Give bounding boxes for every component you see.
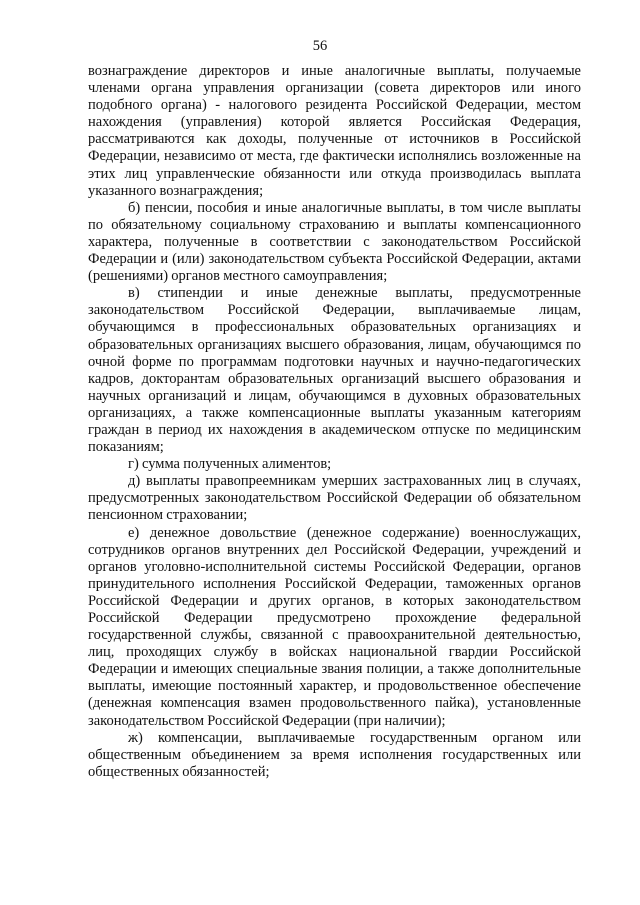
- document-body: [88, 63, 581, 781]
- paragraph-item-b: б) пенсии, пособия и иные аналогичные выплаты, в том числе выплаты по обязательному социальному страхованию и выплаты компенсационного характера, полученные в соответствии с законодательством Российской Федерации и (или) законодательством субъекта Российской Федерации, актами (решениями) органов местного самоуправления;: [88, 199, 581, 285]
- paragraph-item-d: д) выплаты правопреемникам умерших застрахованных лиц в случаях, предусмотренных законодательством Российской Федерации об обязательном пенсионном страховании;: [88, 473, 581, 524]
- page-number: 56: [312, 38, 328, 54]
- paragraph-continuation: вознаграждение директоров и иные аналогичные выплаты, получаемые членами органа управления организации (совета директоров или иного подобного органа) - налогового резидента Российской Федерации, местом нахождения (управления) которой является Российская Федерация, рассматриваются как доходы, полученные от источников в Российской Федерации, независимо от места, где фактически исполнялись возложенные на этих лиц управленческие обязанности или откуда производилась выплата указанного вознаграждения;: [88, 63, 581, 199]
- paragraph-item-g: г) сумма полученных алиментов;: [128, 456, 332, 473]
- paragraph-item-e: е) денежное довольствие (денежное содержание) военнослужащих, сотрудников органов внутренних дел Российской Федерации, учреждений и органов уголовно-исполнительной системы Российской Федерации, органов принудительного исполнения Российской Федерации, таможенных органов Российской Федерации и других органов, в которых законодательством Российской Федерации предусмотрено прохождение федеральной государственной службы, связанной с правоохранительной деятельностью, лиц, проходящих службу в войсках национальной гвардии Российской Федерации и имеющих специальные звания полиции, а также дополнительные выплаты, имеющие постоянный характер, и продовольственное обеспечение (денежная компенсация взамен продовольственного пайка), установленные законодательством Российской Федерации (при наличии);: [88, 524, 581, 729]
- paragraph-item-v: в) стипендии и иные денежные выплаты, предусмотренные законодательством Российской Федерации, выплачиваемые лицам, обучающимся в профессиональных образовательных организациях и образовательных организациях высшего образования, лицам, обучающимся по очной форме по программам подготовки научных и научно-педагогических кадров, докторантам образовательных организаций высшего образования и научных организаций и лицам, обучающимся в духовных образовательных организациях, а также компенсационные выплаты указанным категориям граждан в период их нахождения в академическом отпуске по медицинским показаниям;: [88, 285, 581, 456]
- paragraph-item-zh: ж) компенсации, выплачиваемые государственным органом или общественным объединением за время исполнения государственных или общественных обязанностей;: [88, 729, 581, 780]
